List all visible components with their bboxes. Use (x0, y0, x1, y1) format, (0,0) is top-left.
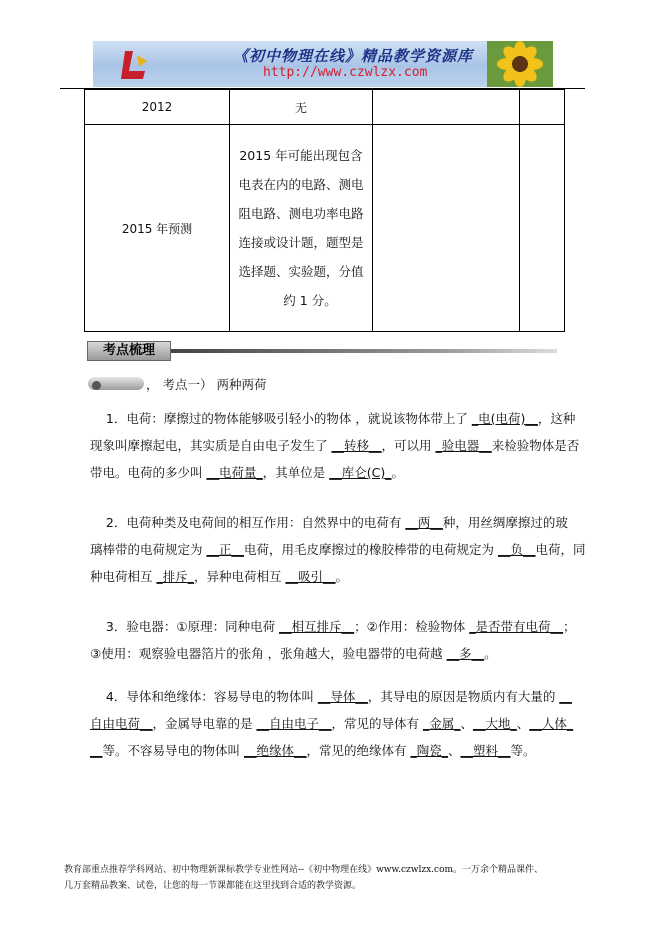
answer-blank: __吸引__ (285, 569, 336, 584)
text: ；②作用：检验物体 (354, 619, 470, 634)
answer-blank: __两__ (405, 515, 443, 530)
answer-blank: _排斥_ (156, 569, 194, 584)
text: 、 (460, 716, 474, 731)
sunflower-icon (487, 41, 553, 87)
text: ，其单位是 (262, 465, 330, 480)
text: 、 (448, 743, 461, 758)
text: 等。 (510, 743, 536, 758)
answer-blank: __自由电子__ (256, 716, 332, 731)
text: ，可以用 (381, 438, 436, 453)
year-cell: 2012 (85, 90, 230, 125)
table-row (85, 90, 565, 125)
text: 。 (484, 646, 497, 661)
text: ，金属导电靠的是 (152, 716, 257, 731)
answer-blank: __正__ (206, 542, 244, 557)
paragraph-3 (90, 613, 590, 667)
text: 2．电荷种类及电荷间的相互作用：自然界中的电荷有 (105, 515, 406, 530)
section-divider (171, 349, 557, 353)
text: ，常见的导体有 (331, 716, 423, 731)
answer-blank: __库仑(C)_ (329, 465, 392, 480)
text: 、 (516, 716, 530, 731)
section-heading (87, 341, 557, 359)
text: 种电荷相互 (90, 569, 157, 584)
prediction-cell (230, 125, 373, 332)
text: 等。不容易导电的物体叫 (102, 743, 244, 758)
text: 来检验物体是否 (491, 438, 580, 453)
empty-cell (373, 90, 520, 125)
banner-title: 《初中物理在线》精品教学资源库 (233, 47, 474, 65)
text: 4．导体和绝缘体：容易导电的物体叫 (105, 689, 318, 704)
answer-blank: _是否带有电荷__ (469, 619, 564, 634)
prediction-line: 选择题、实验题，分值 (238, 264, 364, 279)
answer-blank: __电荷量_ (206, 465, 263, 480)
answer-blank: __多__ (446, 646, 485, 661)
answer-blank: __转移__ (331, 438, 382, 453)
site-logo-icon (117, 47, 153, 83)
text: 现象叫摩擦起电，其实质是自由电子发生了 (90, 438, 332, 453)
section-heading-label: 考点梳理 (87, 341, 171, 361)
answer-blank: _验电器__ (435, 438, 492, 453)
answer-blank: __人体_ (529, 716, 574, 731)
play-icon (92, 381, 101, 390)
text: 带电。电荷的多少叫 (90, 465, 207, 480)
paragraph-4: 4．导体和绝缘体：容易导电的物体叫 __导体__，其导电的原因是物质内有大量的 __ 自由电荷__，金属导电靠的是 __自由电子__，常见的导体有 _金属_、__大地_、__人体_ __等。不容易导电的物体叫 __绝缘体__，常见的绝缘体有 _陶瓷_、__塑料__等。 (90, 689, 574, 758)
exam-analysis-table (84, 89, 565, 332)
answer-blank: __大地_ (473, 716, 517, 731)
empty-cell (520, 125, 565, 332)
prediction-line: 连接或设计题，题型是 (238, 235, 364, 250)
answer-blank: _陶瓷_ (410, 743, 448, 758)
empty-cell (520, 90, 565, 125)
text: 种，用丝绸摩擦过的玻 (442, 515, 568, 530)
point-title-text: ， 考点一） 两种两荷 (146, 377, 267, 392)
answer-blank: __导体__ (317, 689, 368, 704)
footer-line: 几万套精品教案、试卷，让您的每一节课都能在这里找到合适的教学资源。 (64, 881, 362, 891)
text: ，其导电的原因是物质内有大量的 (367, 689, 560, 704)
text: ，常见的绝缘体有 (306, 743, 411, 758)
text: ，异种电荷相互 (194, 569, 286, 584)
footer-line: 教育部重点推荐学科网站、初中物理新课标教学专业性网站--《初中物理在线》www.czwlzx.com。一万余个精品课件、 (64, 865, 544, 875)
answer-blank: __相互排斥__ (279, 619, 355, 634)
table-row (85, 125, 565, 332)
text: ； (563, 619, 576, 634)
year-cell: 2015 年预测 (85, 125, 230, 332)
prediction-line: 阻电路、测电功率电路 (238, 206, 364, 221)
prediction-line: 2015 年可能出现包含 (239, 148, 363, 163)
answer-blank: _金属_ (423, 716, 461, 731)
text: ③使用：观察验电器箔片的张角 ，张角越大，验电器带的电荷越 (90, 646, 447, 661)
banner-url[interactable]: http://www.czwlzx.com (263, 65, 428, 80)
answer-blank: _电(电荷)__ (471, 411, 538, 426)
text: 1．电荷：摩擦过的物体能够吸引轻小的物体 ，就说该物体带上了 (105, 411, 472, 426)
text: 电荷，同 (535, 542, 586, 557)
text: 电荷，用毛皮摩擦过的橡胶棒带的电荷规定为 (244, 542, 498, 557)
point-badge (88, 377, 144, 390)
answer-blank: 自由电荷__ (90, 716, 153, 731)
answer-blank: __绝缘体__ (243, 743, 307, 758)
text: 3．验电器：①原理：同种电荷 (105, 619, 280, 634)
content-cell: 无 (230, 90, 373, 125)
prediction-line: 电表在内的电路、测电 (238, 177, 364, 192)
page-footer (64, 862, 543, 894)
paragraph-2 (90, 509, 590, 590)
answer-blank: __负__ (497, 542, 536, 557)
text: 璃棒带的电荷规定为 (90, 542, 207, 557)
empty-cell (373, 125, 520, 332)
answer-blank: __塑料__ (460, 743, 511, 758)
paragraph-1 (90, 405, 590, 486)
text: 。 (335, 569, 349, 584)
text: 。 (391, 465, 404, 480)
prediction-line: 约 1 分。 (283, 293, 337, 308)
header-banner (93, 41, 553, 87)
text: ，这种 (537, 411, 576, 426)
